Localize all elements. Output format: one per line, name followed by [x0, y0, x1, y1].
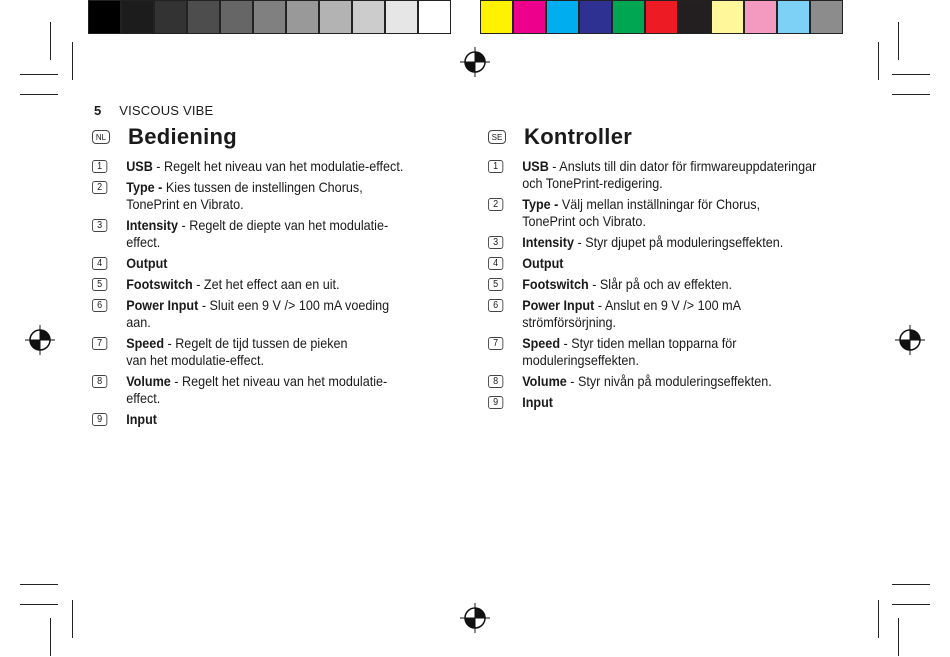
item-label: Speed	[126, 335, 165, 351]
color-swatch	[480, 0, 513, 34]
item-number: 3	[488, 236, 503, 249]
item-label: Intensity	[522, 234, 575, 250]
item-description: - Styr djupet på moduleringseffekten.	[574, 234, 784, 250]
crop-mark	[892, 74, 930, 75]
color-swatch	[418, 0, 451, 34]
item-number: 2	[92, 181, 107, 194]
item-description: - Sluit een 9 V /> 100 mA voeding aan.	[126, 297, 390, 330]
item-text	[126, 276, 416, 293]
item-number: 5	[488, 278, 503, 291]
list-item	[488, 234, 830, 251]
item-description: - Regelt het niveau van het modulatie-effect.	[152, 158, 404, 174]
color-swatch	[154, 0, 187, 34]
controls-list	[488, 158, 868, 411]
item-number: 6	[488, 299, 503, 312]
item-number: 8	[92, 375, 107, 388]
registration-mark-icon	[460, 47, 490, 77]
color-swatch	[579, 0, 612, 34]
item-number: 1	[92, 160, 107, 173]
crop-mark	[898, 22, 899, 60]
item-label: Footswitch	[126, 276, 193, 292]
crop-mark	[72, 600, 73, 638]
item-label: Output	[522, 255, 564, 271]
list-item	[488, 276, 830, 293]
list-item	[488, 297, 830, 331]
color-swatch	[513, 0, 546, 34]
list-item	[92, 297, 416, 331]
item-label: Power Input	[522, 297, 595, 313]
crop-mark	[20, 94, 58, 95]
item-description: - Zet het effect aan en uit.	[192, 276, 340, 292]
color-swatch	[678, 0, 711, 34]
list-item	[92, 373, 416, 407]
list-item	[488, 335, 830, 369]
color-swatch	[352, 0, 385, 34]
item-number: 7	[92, 337, 107, 350]
crop-mark	[20, 74, 58, 75]
color-swatch	[810, 0, 843, 34]
list-item	[488, 158, 830, 192]
page-number: 5	[94, 103, 102, 118]
item-text	[126, 255, 416, 272]
section-title: Kontroller	[524, 124, 633, 149]
list-item	[488, 196, 830, 230]
item-text	[522, 255, 830, 272]
item-label: Type -	[522, 196, 559, 212]
crop-mark	[20, 584, 58, 585]
crop-mark	[878, 42, 879, 80]
language-badge: NL	[92, 130, 110, 144]
item-number: 5	[92, 278, 107, 291]
item-text	[522, 196, 830, 230]
item-label: Volume	[522, 373, 567, 389]
item-description: - Anslut en 9 V /> 100 mA strömförsörjning.	[522, 297, 741, 330]
item-description: - Styr nivån på moduleringseffekten.	[566, 373, 772, 389]
item-number: 3	[92, 219, 107, 232]
section-nl	[92, 124, 452, 432]
item-label: Intensity	[126, 217, 179, 233]
item-description: - Regelt de diepte van het modulatie-effect.	[126, 217, 389, 250]
color-swatch	[88, 0, 121, 34]
color-swatch	[612, 0, 645, 34]
running-header	[94, 103, 213, 118]
color-swatch	[220, 0, 253, 34]
registration-mark-icon	[25, 325, 55, 355]
item-description: Kies tussen de instellingen Chorus, TonePrint en Vibrato.	[126, 179, 363, 212]
item-text	[522, 335, 830, 369]
item-number: 4	[92, 257, 107, 270]
language-badge: SE	[488, 130, 506, 144]
item-label: Input	[126, 411, 157, 427]
item-number: 6	[92, 299, 107, 312]
crop-mark	[50, 22, 51, 60]
section-heading	[488, 124, 868, 150]
item-number: 4	[488, 257, 503, 270]
list-item	[92, 411, 416, 428]
item-description: - Slår på och av effekten.	[588, 276, 733, 292]
crop-mark	[72, 42, 73, 80]
item-label: Footswitch	[522, 276, 589, 292]
crop-mark	[898, 618, 899, 656]
crop-mark	[892, 584, 930, 585]
list-item	[488, 373, 830, 390]
item-label: Volume	[126, 373, 171, 389]
item-number: 9	[488, 396, 503, 409]
list-item	[92, 217, 416, 251]
list-item	[92, 255, 416, 272]
color-swatch	[645, 0, 678, 34]
item-description: - Styr tiden mellan topparna för moduleringseffekten.	[522, 335, 737, 368]
item-number: 8	[488, 375, 503, 388]
color-swatch	[744, 0, 777, 34]
color-swatch	[187, 0, 220, 34]
list-item	[92, 158, 416, 175]
color-swatch	[253, 0, 286, 34]
section-title: Bediening	[128, 124, 238, 149]
color-swatch	[121, 0, 154, 34]
color-swatch	[546, 0, 579, 34]
color-swatch	[319, 0, 352, 34]
color-swatch	[286, 0, 319, 34]
item-text	[126, 217, 416, 251]
list-item	[92, 276, 416, 293]
item-text	[126, 411, 416, 428]
item-number: 9	[92, 413, 107, 426]
crop-mark	[20, 604, 58, 605]
item-text	[522, 276, 830, 293]
item-label: Output	[126, 255, 168, 271]
list-item	[92, 335, 416, 369]
item-text	[522, 394, 830, 411]
registration-mark-icon	[895, 325, 925, 355]
list-item	[488, 394, 830, 411]
item-label: USB	[126, 158, 153, 174]
item-number: 7	[488, 337, 503, 350]
crop-mark	[892, 604, 930, 605]
item-label: Power Input	[126, 297, 199, 313]
process-color-bar	[480, 0, 843, 36]
item-text	[522, 234, 830, 251]
item-label: USB	[522, 158, 549, 174]
product-title: VISCOUS VIBE	[119, 103, 214, 118]
section-heading	[92, 124, 452, 150]
section-se	[488, 124, 868, 415]
item-label: Speed	[522, 335, 561, 351]
item-label: Type -	[126, 179, 163, 195]
item-text	[126, 335, 416, 369]
color-swatch	[711, 0, 744, 34]
item-text	[522, 373, 830, 390]
color-swatch	[777, 0, 810, 34]
item-text	[522, 158, 830, 192]
crop-mark	[50, 618, 51, 656]
item-text	[126, 179, 416, 213]
item-description: Välj mellan inställningar för Chorus, TonePrint och Vibrato.	[522, 196, 761, 229]
item-text	[522, 297, 830, 331]
color-swatch	[385, 0, 418, 34]
list-item	[488, 255, 830, 272]
item-description: - Regelt het niveau van het modulatie-effect.	[126, 373, 388, 406]
grayscale-color-bar	[88, 0, 451, 36]
item-description: - Ansluts till din dator för firmwareuppdateringar och TonePrint-redigering.	[522, 158, 817, 191]
item-label: Input	[522, 394, 553, 410]
item-number: 1	[488, 160, 503, 173]
registration-mark-icon	[460, 603, 490, 633]
controls-list	[92, 158, 452, 428]
item-text	[126, 373, 416, 407]
crop-mark	[878, 600, 879, 638]
list-item	[92, 179, 416, 213]
item-text	[126, 297, 416, 331]
crop-mark	[892, 94, 930, 95]
item-text	[126, 158, 416, 175]
item-description: - Regelt de tijd tussen de pieken van het modulatie-effect.	[126, 335, 348, 368]
item-number: 2	[488, 198, 503, 211]
